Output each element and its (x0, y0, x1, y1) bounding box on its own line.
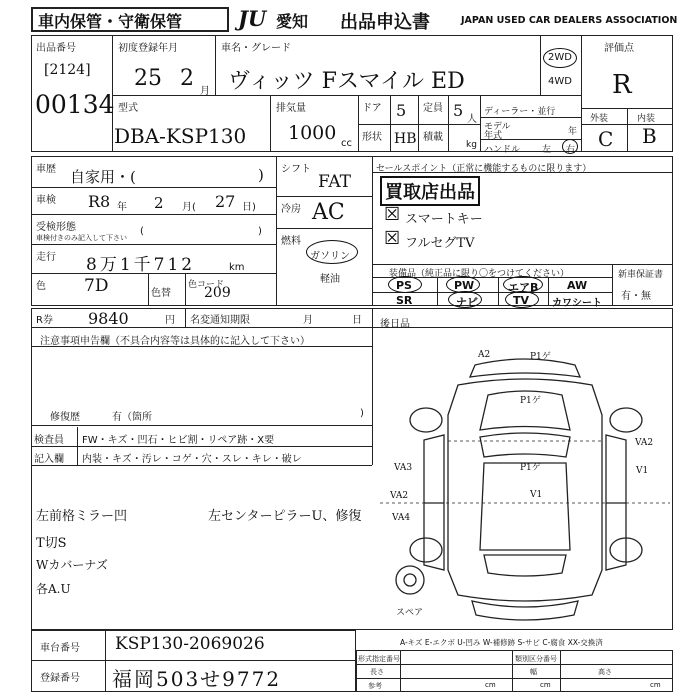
mark-3: P1ゲ (520, 396, 541, 406)
model-year-unit: 年 (568, 127, 578, 137)
diagram-rear-window (484, 555, 566, 576)
mark-1: A2 (478, 350, 491, 360)
rec-ticket-value: 9840 (88, 309, 129, 328)
diagram-front-bumper (470, 359, 580, 377)
chassis-label: 車台番号 (40, 643, 80, 654)
inspection-year-unit: 年 (117, 202, 127, 213)
mark-7: P1ゲ (520, 463, 541, 473)
drive-2wd: 2WD (548, 52, 572, 63)
color-label: 色 (36, 281, 46, 292)
shape-label: 形状 (362, 132, 382, 143)
capacity-unit: 人 (467, 114, 477, 125)
inspection-month: 2 (154, 194, 164, 212)
diagram-rear-bumper (472, 601, 578, 620)
registration-label: 初度登録年月 (118, 43, 178, 54)
inspector-row-2: 内装・キズ・汚レ・コゲ・穴・スレ・キレ・破レ (82, 454, 302, 465)
form-title: 出品申込書 (340, 12, 430, 33)
model-year-label-1: モデル (484, 122, 511, 132)
lot-label: 出品番号 (36, 43, 76, 54)
rec-ticket-unit: 円 (165, 315, 175, 326)
inspector-label-1: 検査員 (34, 435, 64, 446)
receipt-open: ( (140, 226, 144, 237)
mark-8: V1 (530, 490, 543, 500)
car-damage-diagram (380, 345, 670, 630)
rec-ticket-label: R券 (36, 315, 53, 326)
displacement-value: 1000 (288, 122, 337, 144)
inspection-era: R8 (88, 192, 111, 211)
evaluation-score: R (612, 70, 632, 100)
new-warranty-options: 有・無 (621, 291, 651, 302)
repair-close: ) (360, 408, 364, 419)
fuel-diesel: 軽油 (320, 274, 340, 285)
width-label: 幅 (530, 668, 537, 676)
history-close: ) (258, 166, 264, 184)
sales-point-item-2: フルセグTV (405, 236, 475, 251)
vehicle-name: ヴィッツ Fスマイル ED (228, 69, 465, 94)
tax-label: 名変通知期限 (190, 315, 250, 326)
new-warranty-label: 新車保証書 (618, 270, 664, 280)
mileage-label: 走行 (36, 252, 56, 263)
equip-tv: TV (513, 294, 530, 307)
displacement-unit: cc (341, 138, 352, 149)
equip-pw: PW (454, 279, 475, 292)
diagram-spare-tire (396, 566, 424, 594)
association-name: JAPAN USED CAR DEALERS ASSOCIATION (461, 15, 678, 26)
shift-value: FAT (318, 172, 352, 192)
chassis-value: KSP130-2069026 (115, 634, 265, 654)
buyer-stamp: 買取店出品 (380, 176, 480, 206)
mark-6: V1 (636, 466, 649, 476)
equip-ps-circle (388, 276, 422, 293)
dealer-label: ディーラー・並行 (484, 107, 556, 117)
ju-logo: JU (238, 6, 267, 31)
notes-label: 注意事項申告欄（不具合内容等は具体的に記入して下さい） (40, 336, 310, 347)
mark-5: VA3 (394, 463, 413, 473)
diagram-windshield (480, 433, 570, 457)
remark-1: 左前格ミラー凹 (36, 509, 128, 524)
type-approval-label: 形式指定番号 (358, 655, 400, 663)
mileage-value: 8万1千712 (86, 255, 196, 275)
model-label: 型式 (118, 103, 138, 114)
fuel-label: 燃料 (281, 236, 301, 247)
diagram-wheel-fl (410, 408, 442, 432)
diagram-body (448, 379, 602, 601)
handle-right: 右 (566, 145, 576, 155)
color-value: 7D (84, 276, 109, 296)
registration-month-unit: 月 (200, 86, 210, 97)
equip-sr: SR (396, 294, 413, 307)
reference-label: 参考 (368, 682, 382, 690)
load-label: 積載 (423, 132, 443, 143)
diagram-wheel-rl (410, 538, 442, 562)
storage-tag-text: 車内保管・守衛保管 (38, 12, 183, 31)
vehicle-label: 車名・グレード (221, 43, 291, 54)
remark-3: T切S (36, 536, 67, 551)
tax-month: 月 (303, 315, 313, 326)
tax-day: 日 (352, 315, 362, 326)
capacity-value: 5 (453, 101, 464, 120)
registration-month: 2 (180, 66, 194, 91)
fuel-gasoline: ガソリン (310, 251, 350, 262)
history-value: 自家用・( (70, 168, 136, 186)
equip-airbag: エアB (508, 281, 539, 294)
cm-3: cm (650, 681, 661, 689)
sales-point-item-1: スマートキー (405, 212, 483, 227)
model-year-label-2: 年式 (484, 131, 503, 141)
spare-label: スペア (396, 608, 424, 618)
logo-region: 愛知 (276, 12, 309, 31)
load-unit: kg (466, 140, 477, 150)
door-value: 5 (396, 101, 407, 120)
color-code: 209 (204, 285, 231, 301)
color-code-label: 色コード (188, 280, 225, 290)
inspector-label-2: 記入欄 (34, 454, 64, 465)
inspector-row-1: FW・キズ・凹石・ヒビ割・リペア跡・X要 (82, 435, 275, 446)
equip-aw: AW (567, 279, 588, 292)
equipment-label: 装備品（純正品に限り〇をつけてください） (389, 269, 570, 279)
cm-2: cm (540, 681, 551, 689)
inspection-day: 27 (215, 192, 236, 211)
handle-label: ハンドル (484, 145, 521, 155)
cm-1: cm (485, 681, 496, 689)
remark-2: 左センターピラーU、修復 (208, 509, 362, 524)
remark-5: 各A.U (36, 582, 71, 596)
receipt-label: 受検形態 (36, 222, 76, 233)
diagram-legend: A-キズ E-エクボ U-凹み W-補修跡 S-サビ C-腐食 XX-交換済 (400, 638, 603, 647)
inspection-day-unit: 日) (242, 202, 256, 213)
inspection-month-unit: 月( (182, 202, 196, 213)
equip-navi: ナビ (456, 296, 478, 309)
handle-right-circle (562, 139, 578, 154)
sales-point-label: セールスポイント（正常に機能するものに限ります） (376, 164, 592, 174)
cooler-value: AC (312, 200, 345, 225)
repair-value: 有（箇所 (112, 412, 152, 423)
diagram-roof (480, 463, 570, 550)
lot-bracket-number: [2124] (44, 62, 91, 78)
height-label: 高さ (598, 668, 612, 676)
handle-left: 左 (542, 145, 552, 155)
equip-tv-circle (505, 291, 539, 308)
mark-9: VA2 (390, 491, 409, 501)
color-trim-label: 色替 (151, 288, 171, 299)
exterior-grade: C (598, 127, 614, 151)
history-label: 車歴 (36, 164, 56, 175)
drive-4wd: 4WD (548, 76, 572, 87)
sales-point-mark-2: ☒ (384, 228, 401, 249)
displacement-label: 排気量 (276, 103, 306, 114)
length-label: 長さ (370, 668, 384, 676)
remark-4: Wカバーナズ (36, 558, 108, 572)
equip-ps: PS (396, 279, 412, 292)
equip-seat: カワシート (552, 298, 602, 309)
cooler-label: 冷房 (281, 204, 301, 215)
shape-value: HB (394, 131, 417, 147)
evaluation-label: 評価点 (604, 43, 634, 54)
drive-2wd-circle (543, 48, 577, 68)
repair-label: 修復歴 (50, 412, 80, 423)
equip-navi-circle (448, 291, 482, 308)
plate-label: 登録番号 (40, 673, 80, 684)
shift-label: シフト (281, 164, 311, 175)
interior-label: 内装 (637, 114, 656, 124)
receipt-note: 車検付きのみ記入して下さい (36, 234, 127, 242)
sales-point-mark-1: ☒ (384, 204, 401, 225)
mark-4: VA2 (635, 438, 654, 448)
receipt-close: ) (258, 226, 262, 237)
class-number-label: 類別区分番号 (515, 655, 557, 663)
mark-10: VA4 (392, 513, 411, 523)
plate-value: 福岡503せ9772 (112, 667, 282, 691)
capacity-label: 定員 (423, 103, 443, 114)
extra-label: 後日品 (380, 319, 410, 330)
inspection-label: 車検 (36, 195, 56, 206)
mark-2: P1ゲ (530, 352, 551, 362)
model-value: DBA-KSP130 (114, 124, 247, 148)
exterior-label: 外装 (590, 114, 609, 124)
fuel-gasoline-circle (306, 240, 358, 264)
door-label: ドア (362, 103, 382, 114)
registration-year: 25 (134, 66, 162, 91)
diagram-wheel-fr (610, 408, 642, 432)
lot-number: 00134 (35, 90, 115, 119)
interior-grade: B (642, 124, 657, 148)
mileage-unit: km (229, 262, 245, 273)
